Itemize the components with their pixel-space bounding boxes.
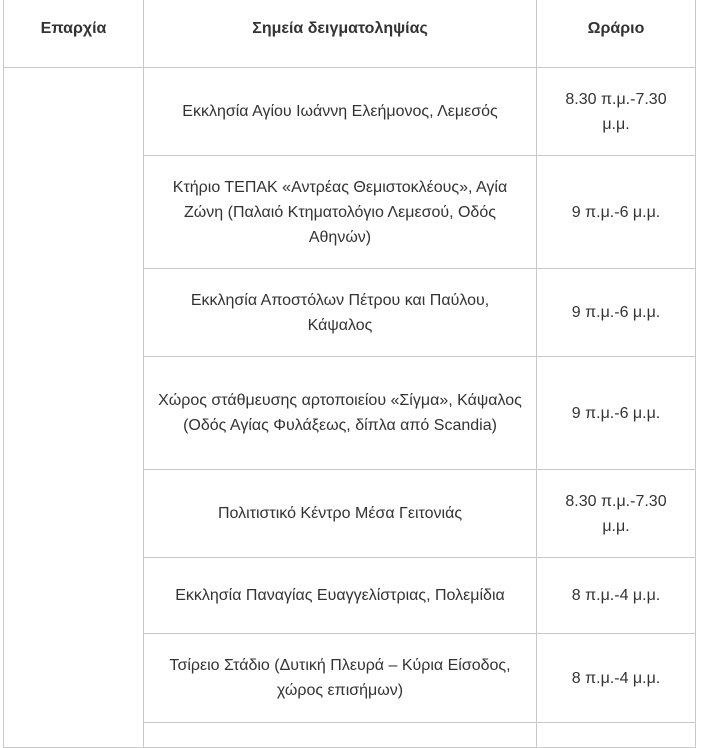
table-header-row	[4, 0, 696, 68]
hours-cell: 8 π.μ.-4 μ.μ.	[537, 558, 696, 634]
location-cell: Εκκλησία Αγίου Ιωάννη Ελεήμονος, Λεμεσός	[144, 68, 537, 156]
header-sampling-points: Σημεία δειγματοληψίας	[144, 0, 537, 68]
location-cell	[144, 723, 537, 748]
location-cell: Εκκλησία Παναγίας Ευαγγελίστριας, Πολεμίδια	[144, 558, 537, 634]
hours-cell: 8.30 π.μ.-7.30 μ.μ.	[537, 470, 696, 558]
location-cell: Τσίρειο Στάδιο (Δυτική Πλευρά – Κύρια Είσοδος, χώρος επισήμων)	[144, 634, 537, 723]
district-cell	[4, 68, 144, 748]
location-cell: Πολιτιστικό Κέντρο Μέσα Γειτονιάς	[144, 470, 537, 558]
location-cell: Εκκλησία Αποστόλων Πέτρου και Παύλου, Κάψαλος	[144, 269, 537, 357]
hours-cell: 8 π.μ.-4 μ.μ.	[537, 634, 696, 723]
hours-cell	[537, 723, 696, 748]
location-cell: Χώρος στάθμευσης αρτοποιείου «Σίγμα», Κάψαλος (Οδός Αγίας Φυλάξεως, δίπλα από Scandia)	[144, 357, 537, 470]
hours-cell: 8.30 π.μ.-7.30 μ.μ.	[537, 68, 696, 156]
hours-cell: 9 π.μ.-6 μ.μ.	[537, 357, 696, 470]
header-district: Επαρχία	[4, 0, 144, 68]
table-row	[4, 68, 696, 156]
hours-cell: 9 π.μ.-6 μ.μ.	[537, 156, 696, 269]
sampling-points-table	[3, 0, 696, 748]
hours-cell: 9 π.μ.-6 μ.μ.	[537, 269, 696, 357]
header-hours: Ωράριο	[537, 0, 696, 68]
location-cell: Κτήριο ΤΕΠΑΚ «Αντρέας Θεμιστοκλέους», Αγία Ζώνη (Παλαιό Κτηματολόγιο Λεμεσού, Οδός Αθηνών)	[144, 156, 537, 269]
